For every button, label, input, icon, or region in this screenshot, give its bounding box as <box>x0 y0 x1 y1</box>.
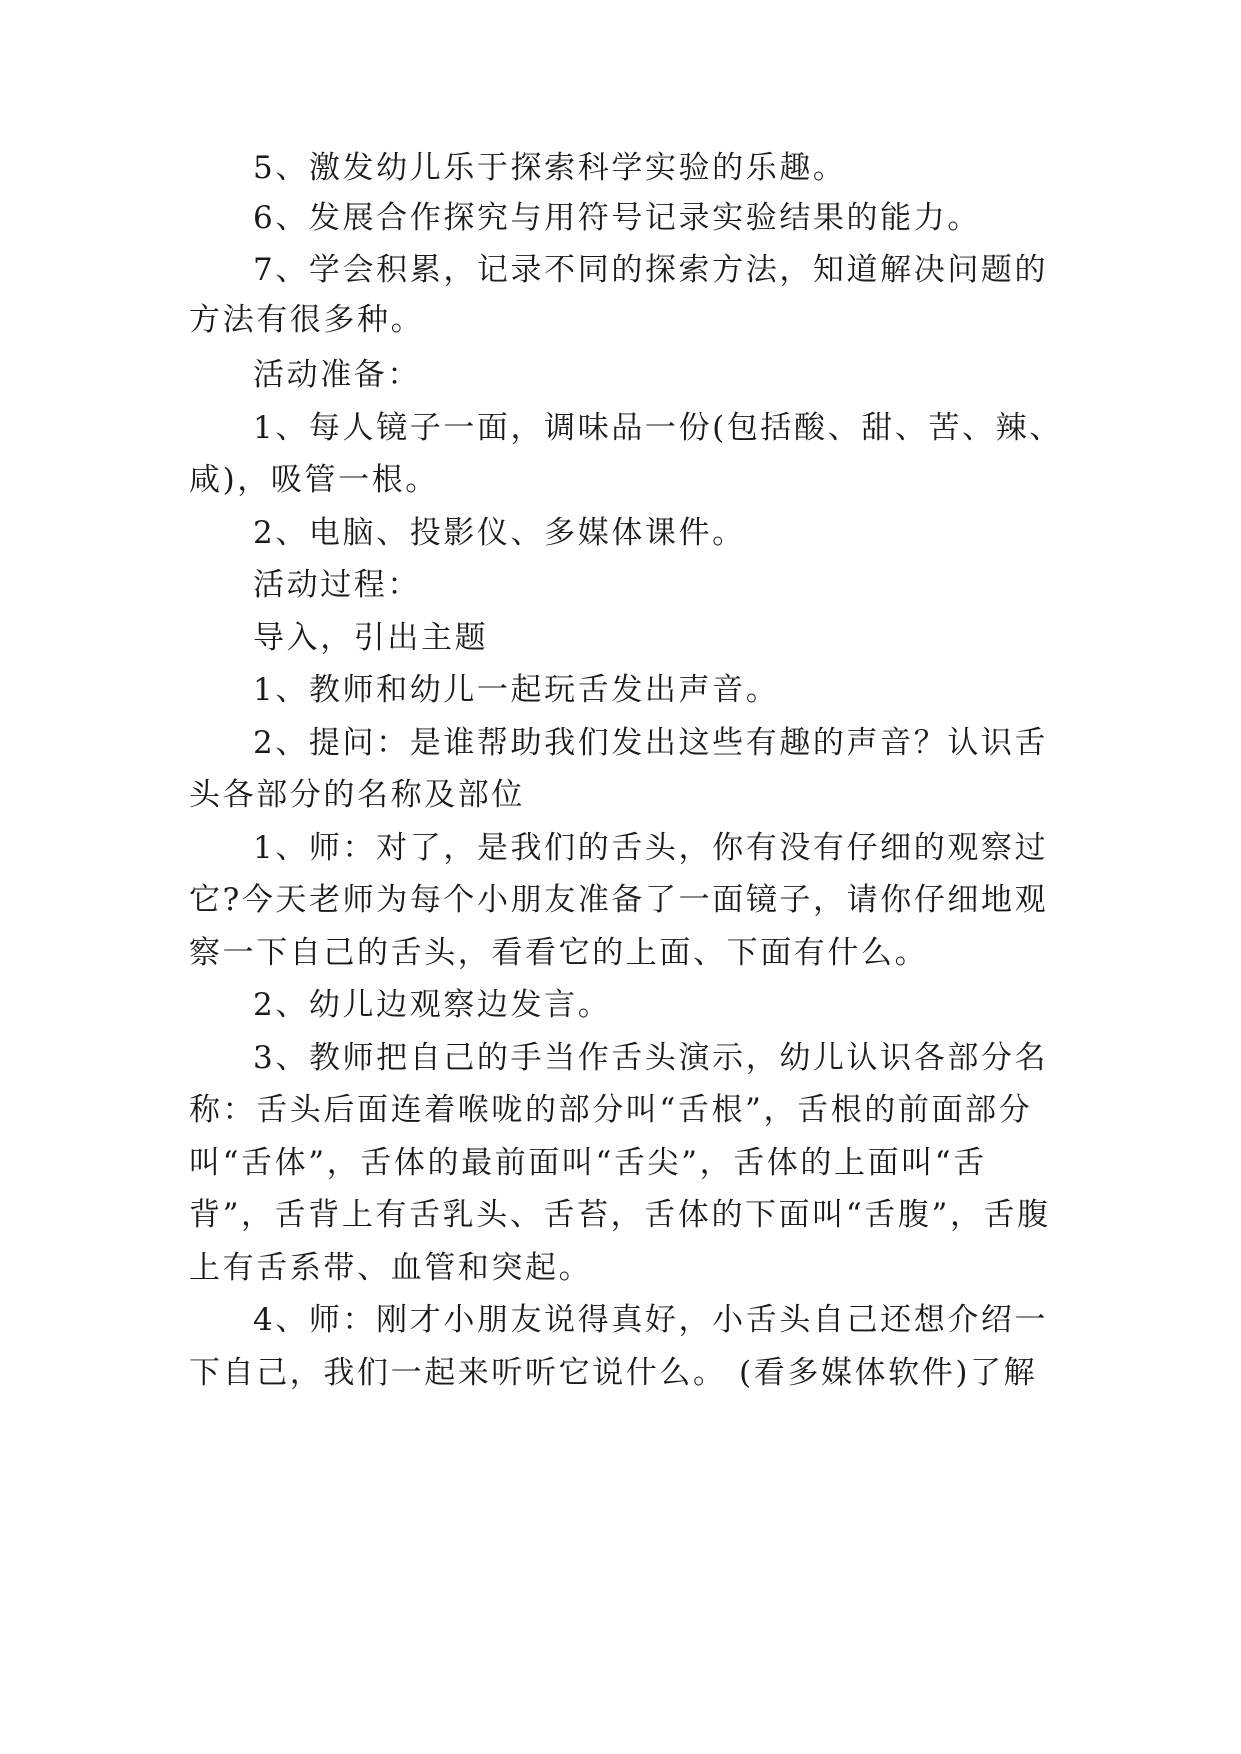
section-heading: 活动过程： <box>253 567 421 603</box>
paragraph-line: 3、教师把自己的手当作舌头演示，幼儿认识各部分名 <box>253 1040 1049 1076</box>
paragraph-line: 1、每人镜子一面，调味品一份(包括酸、甜、苦、辣、 <box>253 410 1063 446</box>
paragraph-line: 上有舌系带、血管和突起。 <box>189 1250 593 1286</box>
paragraph-line: 4、师：刚才小朋友说得真好，小舌头自己还想介绍一 <box>253 1302 1049 1338</box>
paragraph-line: 它?今天老师为每个小朋友准备了一面镜子，请你仔细地观 <box>189 882 1049 918</box>
paragraph-line: 6、发展合作探究与用符号记录实验结果的能力。 <box>253 200 981 236</box>
paragraph-line: 7、学会积累，记录不同的探索方法，知道解决问题的 <box>253 252 1049 288</box>
paragraph-line: 5、激发幼儿乐于探索科学实验的乐趣。 <box>253 150 847 186</box>
paragraph-line: 叫“舌体”，舌体的最前面叫“舌尖”，舌体的上面叫“舌 <box>189 1145 987 1181</box>
paragraph-line: 2、提问：是谁帮助我们发出这些有趣的声音？认识舌 <box>253 725 1049 761</box>
paragraph-line: 1、师：对了，是我们的舌头，你有没有仔细的观察过 <box>253 830 1049 866</box>
paragraph-line: 方法有很多种。 <box>189 302 425 338</box>
paragraph-line: 背”，舌背上有舌乳头、舌苔，舌体的下面叫“舌腹”，舌腹 <box>189 1197 1051 1233</box>
paragraph-line: 称：舌头后面连着喉咙的部分叫“舌根”，舌根的前面部分 <box>189 1092 1033 1128</box>
paragraph-line: 咸)，吸管一根。 <box>189 462 439 498</box>
paragraph-line: 察一下自己的舌头，看看它的上面、下面有什么。 <box>189 935 929 971</box>
paragraph-line: 2、幼儿边观察边发言。 <box>253 987 612 1023</box>
section-heading: 活动准备： <box>253 357 421 393</box>
paragraph-line: 2、电脑、投影仪、多媒体课件。 <box>253 515 746 551</box>
paragraph-line: 下自己，我们一起来听听它说什么。 (看多媒体软件)了解 <box>189 1355 1038 1391</box>
paragraph-line: 头各部分的名称及部位 <box>189 777 525 813</box>
section-subheading: 导入，引出主题 <box>253 620 489 656</box>
paragraph-line: 1、教师和幼儿一起玩舌发出声音。 <box>253 672 780 708</box>
